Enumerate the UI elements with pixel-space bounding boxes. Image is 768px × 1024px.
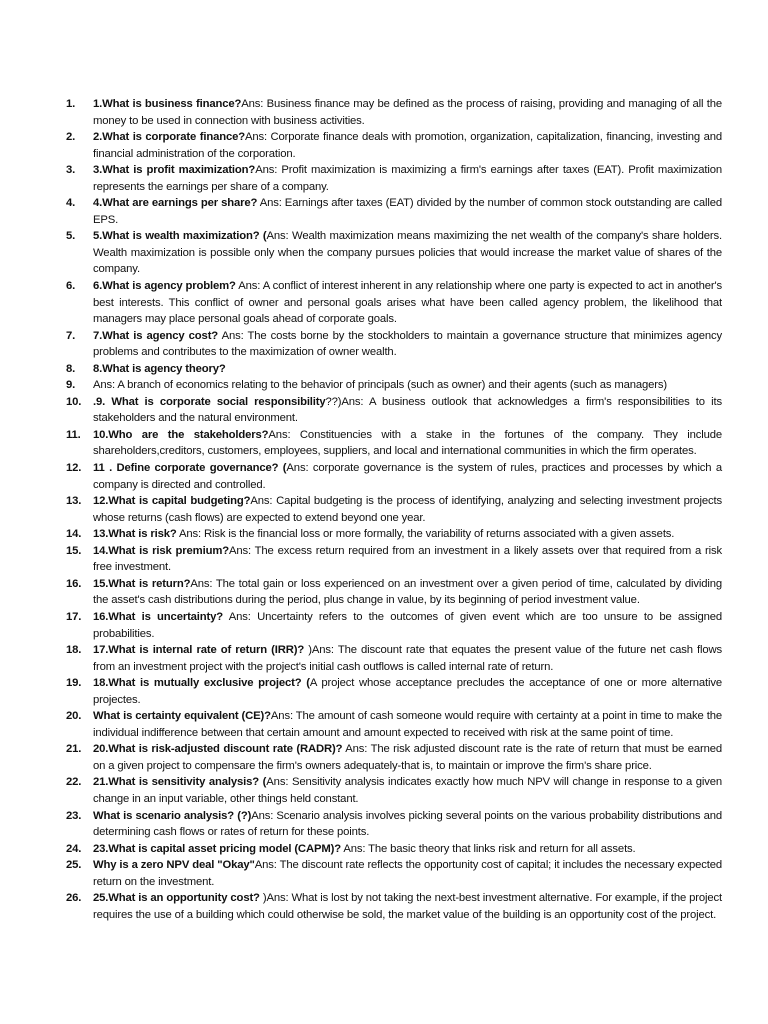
question-text: 3.What is profit maximization? [93, 164, 256, 177]
item-number: 12. [66, 462, 82, 475]
list-item [66, 162, 722, 195]
question-text: 4.What are earnings per share? [93, 197, 258, 210]
item-number: 16. [66, 577, 82, 590]
answer-text: Ans: The excess return required from an investment in a likely assets over that required from a risk free investment. [93, 544, 722, 574]
list-item [66, 129, 722, 162]
list-item [66, 708, 722, 741]
answer-text: Ans: Capital budgeting is the process of identifying, analyzing and selecting investment projects whose returns (cash flows) are expected to extend beyond one year. [93, 495, 722, 524]
question-text: 16.What is uncertainty? [93, 610, 224, 623]
answer-text: Ans: corporate governance is the system of rules, practices and processes by which a company is directed and controlled. [93, 462, 722, 491]
list-item [66, 576, 722, 609]
list-item [66, 377, 722, 394]
item-number: 1. [66, 98, 76, 110]
list-item [66, 741, 722, 774]
answer-text: Ans: A conflict of interest inherent in any relationship where one party is expected to act in another's best interests. This conflict of owner and personal goals arises what have been called agency problem, the likelihood that managers may place personal goals ahead of corporate goals. [93, 280, 722, 326]
question-text: 18.What is mutually exclusive project? ( [93, 677, 310, 690]
list-item [66, 493, 722, 526]
answer-text: Ans: Earnings after taxes (EAT) divided by the number of common stock outstanding are called EPS. [93, 197, 722, 226]
answer-text: Ans: The basic theory that links risk and return for all assets. [340, 842, 636, 855]
answer-text: Ans: The risk adjusted discount rate is the rate of return that must be earned on a given project to compensare the firm's owners adequately-that is, to maintain or improve the firm's share price. [93, 743, 722, 772]
item-number: 24. [66, 842, 82, 855]
question-text: 5.What is wealth maximization? ( [93, 230, 267, 243]
list-item [66, 228, 722, 278]
question-text: 2.What is corporate finance? [93, 131, 245, 144]
item-number: 8. [66, 362, 76, 375]
answer-text: ??)Ans: A business outlook that acknowledges a firm's responsibilities to its stakeholders and the natural environment. [93, 395, 722, 425]
list-item [66, 890, 722, 923]
list-item [66, 427, 722, 460]
list-item [66, 328, 722, 361]
answer-text: Ans: Sensitivity analysis indicates exactly how much NPV will change in response to a given change in an input variable, other things held constant. [93, 776, 722, 805]
item-number: 20. [66, 710, 82, 723]
list-item [66, 96, 722, 129]
list-item [66, 774, 722, 807]
list-item [66, 361, 722, 378]
question-text: Why is a zero NPV deal "Okay" [93, 859, 255, 872]
question-text: 25.What is an opportunity cost? [93, 892, 260, 905]
item-number: 2. [66, 131, 76, 144]
question-text: What is certainty equivalent (CE)? [93, 710, 271, 723]
list-item [66, 857, 722, 890]
answer-text: Ans: The amount of cash someone would require with certainty at a point in time to make the individual indifference between that certain amount and amount expected to received with risk at the same point of time. [93, 710, 722, 739]
item-number: 7. [66, 329, 76, 342]
question-text: 20.What is risk-adjusted discount rate (RADR)? [93, 743, 343, 756]
answer-text: Ans: Wealth maximization means maximizing the net wealth of the company's share holders. Wealth maximization is possible only when the company pursues policies that would increase the market value of shares of the company. [93, 230, 722, 276]
answer-text: Ans: Constituencies with a stake in the fortunes of the company. They include shareholders,creditors, customers, employees, suppliers, and local and international communities in which the firm operates. [93, 428, 723, 458]
question-text: 17.What is internal rate of return (IRR)? [93, 644, 305, 657]
item-number: 23. [66, 809, 82, 822]
qa-list [66, 96, 722, 923]
answer-text: )Ans: The discount rate that equates the present value of the future net cash flows from an investment project with the project's initial cash outflows is called internal rate of return. [93, 644, 723, 673]
answer-text: Ans: Corporate finance deals with promotion, organization, capitalization, financing, investing and financial administration of the corporation. [93, 131, 722, 160]
item-number: 25. [66, 859, 82, 872]
question-text: 1.What is business finance? [93, 98, 242, 110]
list-item [66, 841, 722, 858]
item-number: 26. [66, 892, 82, 905]
question-text: 10.Who are the stakeholders? [93, 428, 269, 441]
list-item [66, 675, 722, 708]
answer-text: Ans: A branch of economics relating to the behavior of principals (such as owner) and their agents (such as managers) [93, 379, 667, 392]
list-item [66, 460, 722, 493]
question-text: 23.What is capital asset pricing model (CAPM)? [93, 842, 341, 855]
list-item [66, 543, 722, 576]
question-text: 15.What is return? [93, 577, 191, 590]
item-number: 3. [66, 164, 76, 177]
item-number: 5. [66, 230, 76, 243]
item-number: 6. [66, 280, 76, 293]
item-number: 9. [66, 379, 76, 392]
answer-text: Ans: Profit maximization is maximizing a firm's earnings after taxes (EAT). Profit maximization represents the earnings per share of a company. [93, 164, 722, 193]
question-text: 7.What is agency cost? [93, 329, 219, 342]
answer-text: Ans: The costs borne by the stockholders to maintain a governance structure that minimizes agency problems and contributes to the maximization of owner wealth. [93, 329, 722, 359]
answer-text: Ans: Uncertainty refers to the outcomes of given event which are too unsure to be assigned probabilities. [93, 610, 722, 640]
question-text: 11 . Define corporate governance? ( [93, 462, 287, 475]
question-text: 8.What is agency theory? [93, 362, 226, 375]
item-number: 15. [66, 544, 82, 557]
item-number: 11. [66, 428, 81, 441]
list-item [66, 642, 722, 675]
item-number: 22. [66, 776, 82, 789]
item-number: 4. [66, 197, 76, 210]
question-text: 6.What is agency problem? [93, 280, 236, 293]
list-item [66, 278, 722, 328]
item-number: 17. [66, 610, 82, 623]
question-text: .9. What is corporate social responsibility [93, 395, 326, 408]
item-number: 21. [66, 743, 82, 756]
answer-text: Ans: Scenario analysis involves picking several points on the various probability distributions and determining cash flows or rates of return for these points. [93, 809, 722, 839]
question-text: 12.What is capital budgeting? [93, 495, 251, 508]
list-item [66, 609, 722, 642]
answer-text: Ans: Business finance may be defined as the process of raising, providing and managing of all the money to be used in connection with business activities. [93, 98, 722, 127]
list-item [66, 195, 722, 228]
list-item [66, 808, 722, 841]
question-text: What is scenario analysis? (?) [93, 809, 252, 822]
answer-text: Ans: The discount rate reflects the opportunity cost of capital; it includes the necessary expected return on the investment. [93, 859, 722, 888]
list-item [66, 394, 722, 427]
item-number: 13. [66, 495, 82, 508]
answer-text: A project whose acceptance precludes the acceptance of one or more alternative projectes. [93, 677, 722, 706]
question-text: 21.What is sensitivity analysis? ( [93, 776, 267, 789]
answer-text: Ans: Risk is the financial loss or more formally, the variability of returns associated with a given assets. [176, 528, 675, 541]
answer-text: Ans: The total gain or loss experienced on an investment over a given period of time, calculated by dividing the asset's cash distributions during the period, plus change in value, by its beginning of period investment value. [93, 577, 722, 607]
item-number: 19. [66, 677, 82, 690]
item-number: 18. [66, 644, 82, 657]
item-number: 10. [66, 395, 82, 408]
answer-text: )Ans: What is lost by not taking the next-best investment alternative. For example, if the project requires the use of a building which could otherwise be sold, the market value of the building is an opportunity cost of the project. [93, 892, 722, 921]
question-text: 13.What is risk? [93, 528, 177, 541]
list-item [66, 526, 722, 543]
question-text: 14.What is risk premium? [93, 544, 229, 557]
item-number: 14. [66, 528, 82, 541]
